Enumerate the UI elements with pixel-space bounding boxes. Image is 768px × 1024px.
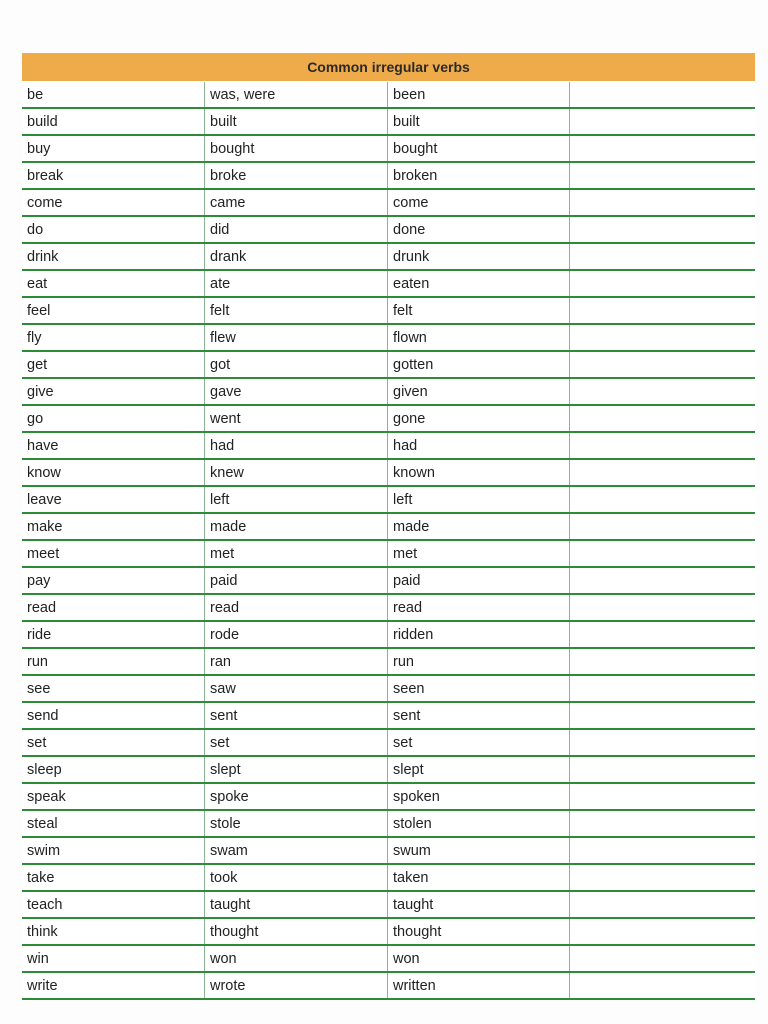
past-simple-cell: ran: [205, 649, 388, 674]
base-form-cell: buy: [22, 136, 205, 161]
past-participle-cell: slept: [388, 757, 570, 782]
past-participle-cell: eaten: [388, 271, 570, 296]
past-simple-cell: ate: [205, 271, 388, 296]
past-simple-cell: read: [205, 595, 388, 620]
base-form-cell: take: [22, 865, 205, 890]
past-simple-cell: broke: [205, 163, 388, 188]
table-row: [22, 190, 755, 217]
verb-table: [22, 53, 755, 998]
table-row: [22, 433, 755, 460]
blank-cell: [570, 649, 755, 674]
blank-cell: [570, 433, 755, 458]
past-participle-cell: spoken: [388, 784, 570, 809]
blank-cell: [570, 217, 755, 242]
past-simple-cell: wrote: [205, 973, 388, 998]
table-row: [22, 325, 755, 352]
base-form-cell: come: [22, 190, 205, 215]
past-participle-cell: set: [388, 730, 570, 755]
past-participle-cell: broken: [388, 163, 570, 188]
table-row: [22, 136, 755, 163]
base-form-cell: be: [22, 82, 205, 107]
past-simple-cell: gave: [205, 379, 388, 404]
past-participle-cell: seen: [388, 676, 570, 701]
past-participle-cell: swum: [388, 838, 570, 863]
table-row: [22, 460, 755, 487]
past-simple-cell: paid: [205, 568, 388, 593]
past-simple-cell: won: [205, 946, 388, 971]
past-participle-cell: taught: [388, 892, 570, 917]
blank-cell: [570, 541, 755, 566]
past-participle-cell: paid: [388, 568, 570, 593]
past-participle-cell: thought: [388, 919, 570, 944]
past-participle-cell: sent: [388, 703, 570, 728]
blank-cell: [570, 892, 755, 917]
table-row: [22, 892, 755, 919]
blank-cell: [570, 352, 755, 377]
past-simple-cell: swam: [205, 838, 388, 863]
blank-cell: [570, 973, 755, 998]
past-simple-cell: set: [205, 730, 388, 755]
past-simple-cell: took: [205, 865, 388, 890]
blank-cell: [570, 730, 755, 755]
blank-cell: [570, 190, 755, 215]
table-row: [22, 244, 755, 271]
past-simple-cell: thought: [205, 919, 388, 944]
table-row: [22, 838, 755, 865]
base-form-cell: ride: [22, 622, 205, 647]
base-form-cell: pay: [22, 568, 205, 593]
blank-cell: [570, 595, 755, 620]
base-form-cell: teach: [22, 892, 205, 917]
past-simple-cell: slept: [205, 757, 388, 782]
past-participle-cell: been: [388, 82, 570, 107]
blank-cell: [570, 406, 755, 431]
blank-cell: [570, 622, 755, 647]
table-row: [22, 784, 755, 811]
past-participle-cell: won: [388, 946, 570, 971]
past-participle-cell: stolen: [388, 811, 570, 836]
past-participle-cell: built: [388, 109, 570, 134]
past-simple-cell: went: [205, 406, 388, 431]
past-participle-cell: read: [388, 595, 570, 620]
past-participle-cell: bought: [388, 136, 570, 161]
blank-cell: [570, 487, 755, 512]
base-form-cell: leave: [22, 487, 205, 512]
past-participle-cell: made: [388, 514, 570, 539]
past-participle-cell: known: [388, 460, 570, 485]
base-form-cell: run: [22, 649, 205, 674]
base-form-cell: build: [22, 109, 205, 134]
past-participle-cell: flown: [388, 325, 570, 350]
blank-cell: [570, 865, 755, 890]
table-row: [22, 730, 755, 757]
base-form-cell: get: [22, 352, 205, 377]
past-participle-cell: ridden: [388, 622, 570, 647]
base-form-cell: do: [22, 217, 205, 242]
past-participle-cell: met: [388, 541, 570, 566]
base-form-cell: steal: [22, 811, 205, 836]
table-row: [22, 595, 755, 622]
blank-cell: [570, 757, 755, 782]
past-participle-cell: drunk: [388, 244, 570, 269]
base-form-cell: speak: [22, 784, 205, 809]
table-row: [22, 865, 755, 892]
blank-cell: [570, 82, 755, 107]
past-simple-cell: sent: [205, 703, 388, 728]
blank-cell: [570, 379, 755, 404]
past-simple-cell: did: [205, 217, 388, 242]
blank-cell: [570, 568, 755, 593]
base-form-cell: sleep: [22, 757, 205, 782]
past-participle-cell: left: [388, 487, 570, 512]
table-row: [22, 82, 755, 109]
table-row: [22, 757, 755, 784]
blank-cell: [570, 109, 755, 134]
base-form-cell: write: [22, 973, 205, 998]
table-row: [22, 541, 755, 568]
table-row: [22, 919, 755, 946]
past-participle-cell: given: [388, 379, 570, 404]
blank-cell: [570, 514, 755, 539]
base-form-cell: make: [22, 514, 205, 539]
base-form-cell: drink: [22, 244, 205, 269]
blank-cell: [570, 460, 755, 485]
base-form-cell: win: [22, 946, 205, 971]
blank-cell: [570, 676, 755, 701]
past-participle-cell: come: [388, 190, 570, 215]
table-row: [22, 352, 755, 379]
table-row: [22, 163, 755, 190]
table-row: [22, 298, 755, 325]
past-simple-cell: rode: [205, 622, 388, 647]
past-participle-cell: taken: [388, 865, 570, 890]
base-form-cell: swim: [22, 838, 205, 863]
past-simple-cell: made: [205, 514, 388, 539]
past-simple-cell: got: [205, 352, 388, 377]
past-participle-cell: gone: [388, 406, 570, 431]
past-participle-cell: written: [388, 973, 570, 998]
blank-cell: [570, 703, 755, 728]
table-title: Common irregular verbs: [22, 53, 755, 81]
past-simple-cell: felt: [205, 298, 388, 323]
blank-cell: [570, 919, 755, 944]
blank-cell: [570, 271, 755, 296]
table-row: [22, 703, 755, 730]
blank-cell: [570, 244, 755, 269]
table-row: [22, 514, 755, 541]
past-simple-cell: came: [205, 190, 388, 215]
past-simple-cell: had: [205, 433, 388, 458]
past-simple-cell: was, were: [205, 82, 388, 107]
past-participle-cell: done: [388, 217, 570, 242]
base-form-cell: think: [22, 919, 205, 944]
table-row: [22, 487, 755, 514]
table-row: [22, 973, 755, 1000]
table-row: [22, 379, 755, 406]
table-row: [22, 946, 755, 973]
past-simple-cell: flew: [205, 325, 388, 350]
past-participle-cell: gotten: [388, 352, 570, 377]
past-participle-cell: felt: [388, 298, 570, 323]
table-row: [22, 406, 755, 433]
past-simple-cell: spoke: [205, 784, 388, 809]
blank-cell: [570, 838, 755, 863]
base-form-cell: send: [22, 703, 205, 728]
base-form-cell: break: [22, 163, 205, 188]
past-participle-cell: had: [388, 433, 570, 458]
past-simple-cell: stole: [205, 811, 388, 836]
base-form-cell: read: [22, 595, 205, 620]
base-form-cell: know: [22, 460, 205, 485]
past-simple-cell: met: [205, 541, 388, 566]
base-form-cell: set: [22, 730, 205, 755]
blank-cell: [570, 325, 755, 350]
past-simple-cell: taught: [205, 892, 388, 917]
past-participle-cell: run: [388, 649, 570, 674]
base-form-cell: give: [22, 379, 205, 404]
table-row: [22, 568, 755, 595]
table-row: [22, 217, 755, 244]
blank-cell: [570, 298, 755, 323]
past-simple-cell: saw: [205, 676, 388, 701]
blank-cell: [570, 811, 755, 836]
base-form-cell: feel: [22, 298, 205, 323]
blank-cell: [570, 946, 755, 971]
base-form-cell: have: [22, 433, 205, 458]
base-form-cell: fly: [22, 325, 205, 350]
blank-cell: [570, 163, 755, 188]
base-form-cell: meet: [22, 541, 205, 566]
past-simple-cell: drank: [205, 244, 388, 269]
table-row: [22, 622, 755, 649]
past-simple-cell: knew: [205, 460, 388, 485]
base-form-cell: see: [22, 676, 205, 701]
base-form-cell: go: [22, 406, 205, 431]
table-row: [22, 811, 755, 838]
table-row: [22, 109, 755, 136]
blank-cell: [570, 784, 755, 809]
table-row: [22, 649, 755, 676]
base-form-cell: eat: [22, 271, 205, 296]
past-simple-cell: bought: [205, 136, 388, 161]
past-simple-cell: left: [205, 487, 388, 512]
blank-cell: [570, 136, 755, 161]
table-row: [22, 271, 755, 298]
table-body: [22, 82, 755, 1000]
table-row: [22, 676, 755, 703]
past-simple-cell: built: [205, 109, 388, 134]
